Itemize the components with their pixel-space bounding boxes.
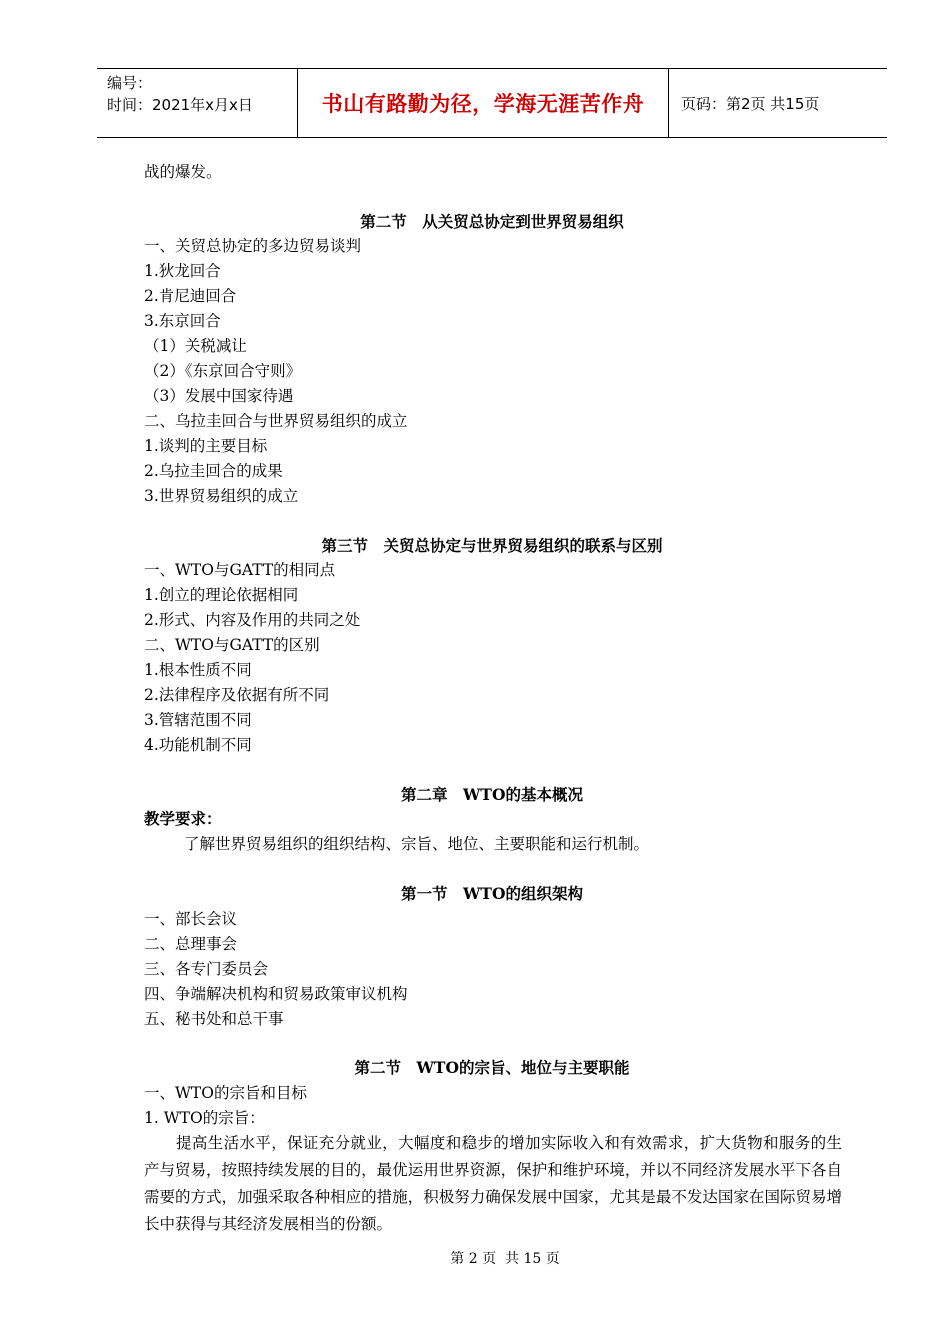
body-line: 五、秘书处和总干事 xyxy=(144,1010,284,1028)
body-line: 1. WTO的宗旨： xyxy=(144,1109,265,1127)
body-line: （2）《东京回合守则》 xyxy=(144,362,302,380)
body-line: 一、部长会议 xyxy=(144,910,238,928)
document-number-label: 编号： xyxy=(107,74,153,92)
body-line: 三、各专门委员会 xyxy=(144,960,269,978)
body-line: 一、WTO与GATT的相同点 xyxy=(144,561,336,579)
body-line: 2.乌拉圭回合的成果 xyxy=(144,462,283,480)
body-line: 2.法律程序及依据有所不同 xyxy=(144,686,330,704)
header-page-info: 页码：第2页 共15页 xyxy=(681,94,820,113)
body-line: 3.管辖范围不同 xyxy=(144,711,252,729)
body-line: 战的爆发。 xyxy=(144,163,222,181)
body-line: 2.形式、内容及作用的共同之处 xyxy=(144,611,361,629)
body-line: 二、总理事会 xyxy=(144,935,238,953)
body-line: 一、WTO的宗旨和目标 xyxy=(144,1084,307,1102)
body-line: 1.谈判的主要目标 xyxy=(144,437,268,455)
page-header xyxy=(97,68,887,138)
body-line: 1.狄龙回合 xyxy=(144,262,221,280)
body-line: 3.东京回合 xyxy=(144,312,221,330)
body-line: （3）发展中国家待遇 xyxy=(144,387,294,405)
body-line: 4.功能机制不同 xyxy=(144,736,252,754)
body-line: 2.肯尼迪回合 xyxy=(144,287,237,305)
page-footer: 第 2 页 共 15 页 xyxy=(450,1251,560,1267)
document-time: 时间：2021年x月x日 xyxy=(107,96,253,114)
section-heading: 第二节 WTO的宗旨、地位与主要职能 xyxy=(354,1058,630,1077)
header-meta xyxy=(97,69,298,137)
body-line: 1.根本性质不同 xyxy=(144,661,252,679)
chapter-heading: 第二章 WTO的基本概况 xyxy=(401,785,583,804)
body-line: 了解世界贸易组织的组织结构、宗旨、地位、主要职能和运行机制。 xyxy=(184,835,650,853)
teaching-requirements-label: 教学要求： xyxy=(144,809,222,828)
section-heading: 第一节 WTO的组织架构 xyxy=(401,884,583,903)
section-heading: 第三节 关贸总协定与世界贸易组织的联系与区别 xyxy=(321,536,663,555)
body-line: 二、乌拉圭回合与世界贸易组织的成立 xyxy=(144,412,408,430)
header-motto: 书山有路勤为径，学海无涯苦作舟 xyxy=(298,69,669,137)
body-line: 二、WTO与GATT的区别 xyxy=(144,636,320,654)
body-line: 四、争端解决机构和贸易政策审议机构 xyxy=(144,985,408,1003)
section-heading: 第二节 从关贸总协定到世界贸易组织 xyxy=(360,212,624,231)
body-line: 1.创立的理论依据相同 xyxy=(144,586,299,604)
body-line: （1）关税减让 xyxy=(144,337,247,355)
body-line: 3.世界贸易组织的成立 xyxy=(144,487,299,505)
body-line: 一、关贸总协定的多边贸易谈判 xyxy=(144,237,362,255)
body-paragraph: 提高生活水平，保证充分就业，大幅度和稳步的增加实际收入和有效需求，扩大货物和服务的生产与贸易，按照持续发展的目的，最优运用世界资源，保护和维护环境，并以不同经济发展水平下各自需要的方式，加强采取各种相应的措施，积极努力确保发展中国家，尤其是最不发达国家在国际贸易增长中获得与其经济发展相当的份额。 xyxy=(144,1134,842,1233)
